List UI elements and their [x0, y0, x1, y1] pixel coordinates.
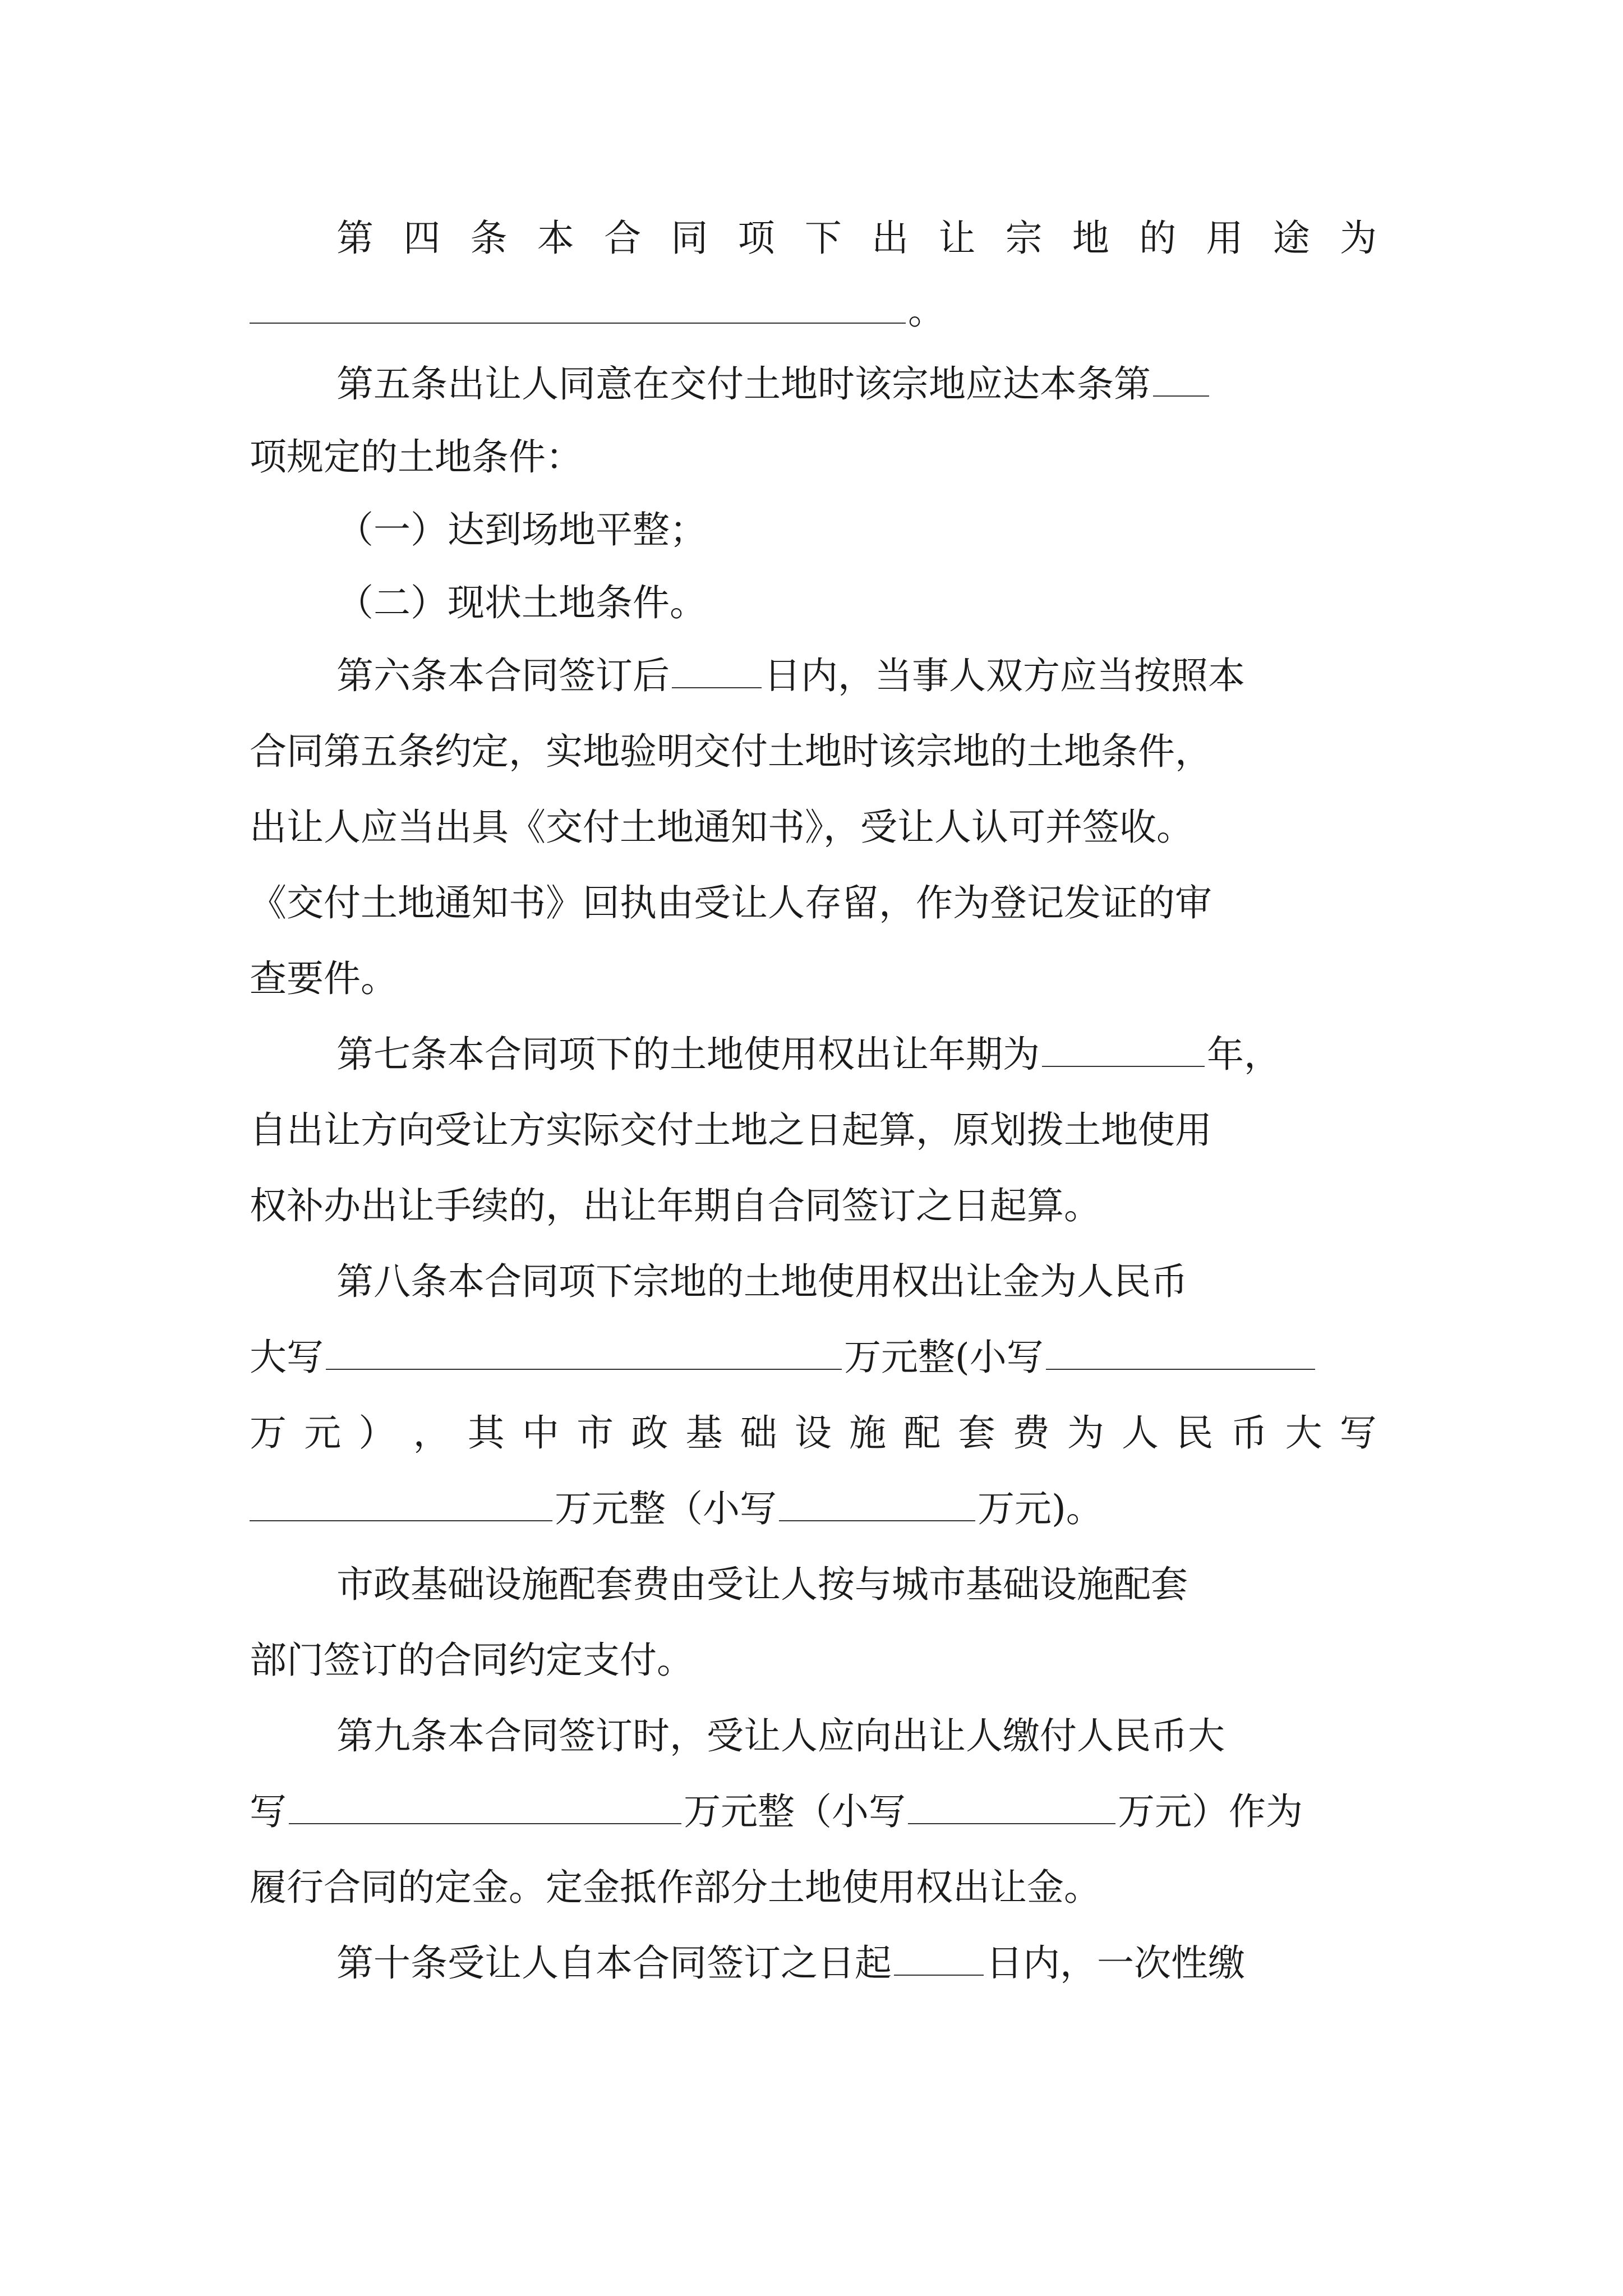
article7-line3 [250, 1175, 1377, 1237]
article6-text5: 查要件。 [250, 957, 398, 1000]
article8-line3-char: 币 [1230, 1411, 1268, 1455]
article8-line3-char: 套 [958, 1411, 995, 1455]
article4-line1-char: 下 [804, 217, 842, 260]
article4-line1-char: 项 [737, 217, 775, 260]
municipal-fee-lower-blank[interactable] [779, 1483, 975, 1521]
usage-blank[interactable] [250, 286, 906, 324]
article5-item2 [250, 572, 1377, 634]
article8-line3-char: 为 [1067, 1411, 1104, 1455]
article5-text1: 第五条出让人同意在交付土地时该宗地应达本条第 [336, 362, 1151, 406]
municipal-text1: 市政基础设施配套费由受让人按与城市基础设施配套 [336, 1563, 1188, 1606]
deposit-lower-blank[interactable] [908, 1786, 1115, 1824]
article4-line2 [250, 280, 1377, 342]
article7-text3: 权补办出让手续的，出让年期自合同签订之日起算。 [250, 1184, 1101, 1227]
article9-text2a: 写 [250, 1790, 287, 1833]
article4-line1-char: 的 [1139, 217, 1177, 260]
article6-line3 [250, 797, 1377, 858]
article9-line2 [250, 1781, 1377, 1843]
article8-text4b: 万元)。 [978, 1487, 1103, 1530]
article8-line1 [250, 1251, 1377, 1313]
article6-text1b: 日内，当事人双方应当按照本 [764, 654, 1245, 697]
article5-item2-text: （二）现状土地条件。 [336, 581, 707, 624]
article8-text4a: 万元整（小写 [555, 1487, 777, 1530]
article4-line1-char: 第 [336, 217, 374, 260]
article5-line2 [250, 426, 1377, 488]
municipal-fee-upper-blank[interactable] [250, 1483, 552, 1521]
article8-text2b: 万元整(小写 [844, 1336, 1044, 1379]
condition-item-blank[interactable] [1153, 358, 1209, 397]
article6-line2 [250, 721, 1377, 783]
article8-line3-char: 市 [577, 1411, 614, 1455]
handover-days-blank[interactable] [672, 650, 762, 688]
article8-line3-char: 费 [1012, 1411, 1050, 1455]
article8-line3-char: 大 [1285, 1411, 1322, 1455]
article5-item1-text: （一）达到场地平整； [336, 508, 707, 551]
deposit-upper-blank[interactable] [289, 1786, 681, 1824]
municipal-text2: 部门签订的合同约定支付。 [250, 1639, 694, 1682]
article4-line1-char: 四 [403, 217, 441, 260]
article8-line3 [250, 1402, 1377, 1464]
article6-text3: 出让人应当出具《交付土地通知书》，受让人认可并签收。 [250, 806, 1193, 849]
article7-text1b: 年， [1207, 1033, 1281, 1076]
article4-line1-char: 让 [938, 217, 976, 260]
article8-line3-char: ） [358, 1411, 396, 1455]
article8-line3-char: 写 [1339, 1411, 1377, 1455]
article4-line1-char: 用 [1206, 217, 1243, 260]
article8-line3-char: 政 [631, 1411, 668, 1455]
article6-line4 [250, 872, 1377, 934]
article8-line3-char: 万 [250, 1411, 287, 1455]
article8-line2 [250, 1327, 1377, 1388]
article4-line1-char: 途 [1272, 217, 1310, 260]
article9-text3: 履行合同的定金。定金抵作部分土地使用权出让金。 [250, 1866, 1101, 1909]
article8-line3-char: 元 [304, 1411, 342, 1455]
article9-line3 [250, 1857, 1377, 1918]
municipal-line1 [250, 1554, 1377, 1616]
article8-line3-char: 其 [467, 1411, 505, 1455]
article4-line1-char: 宗 [1005, 217, 1043, 260]
article4-line1-char: 本 [537, 217, 574, 260]
article10-text1b: 日内，一次性缴 [986, 1941, 1245, 1985]
article8-line4 [250, 1478, 1377, 1540]
article10-line1 [250, 1932, 1377, 1994]
article4-line1-char: 同 [671, 217, 708, 260]
article6-text2: 合同第五条约定，实地验明交付土地时该宗地的土地条件， [250, 730, 1212, 773]
article8-text2a: 大写 [250, 1336, 324, 1379]
article8-line3-char: 民 [1176, 1411, 1214, 1455]
article8-line3-char: 基 [685, 1411, 723, 1455]
article8-text1: 第八条本合同项下宗地的土地使用权出让金为人民币 [336, 1260, 1188, 1303]
article9-line1 [250, 1705, 1377, 1767]
article8-line3-char: 础 [740, 1411, 777, 1455]
article8-line3-char: 配 [903, 1411, 941, 1455]
article4-line1-char: 为 [1339, 217, 1377, 260]
article6-text4: 《交付土地通知书》回执由受让人存留，作为登记发证的审 [250, 881, 1212, 924]
article4-period: 。 [908, 289, 945, 333]
article5-item1 [250, 499, 1377, 561]
article8-line3-char: 施 [849, 1411, 887, 1455]
article8-line3-char: 人 [1122, 1411, 1159, 1455]
article5-text2: 项规定的土地条件： [250, 435, 583, 478]
term-years-blank[interactable] [1042, 1029, 1205, 1067]
article4-line1-char: 地 [1072, 217, 1109, 260]
article8-line3-char: ， [413, 1411, 450, 1455]
article9-text2c: 万元）作为 [1118, 1790, 1303, 1833]
article4-line1-char: 出 [872, 217, 909, 260]
transfer-fee-upper-blank[interactable] [326, 1332, 842, 1370]
article6-text1a: 第六条本合同签订后 [336, 654, 670, 697]
article4-line1-char: 合 [604, 217, 642, 260]
transfer-fee-lower-blank[interactable] [1046, 1332, 1315, 1370]
payment-days-blank[interactable] [894, 1938, 984, 1976]
article10-text1a: 第十条受让人自本合同签订之日起 [336, 1941, 892, 1985]
article4-line1 [250, 208, 1377, 269]
article5-line1 [250, 353, 1377, 415]
article9-text2b: 万元整（小写 [684, 1790, 906, 1833]
article7-text1a: 第七条本合同项下的土地使用权出让年期为 [336, 1033, 1040, 1076]
article7-line1 [250, 1024, 1377, 1085]
article4-line1-char: 条 [470, 217, 508, 260]
article6-line5 [250, 948, 1377, 1010]
article7-text2: 自出让方向受让方实际交付土地之日起算，原划拨土地使用 [250, 1108, 1212, 1152]
article8-line3-char: 中 [522, 1411, 559, 1455]
article6-line1 [250, 645, 1377, 707]
municipal-line2 [250, 1630, 1377, 1691]
article8-line3-char: 设 [794, 1411, 832, 1455]
article7-line2 [250, 1099, 1377, 1161]
article9-text1: 第九条本合同签订时，受让人应向出让人缴付人民币大 [336, 1714, 1225, 1757]
